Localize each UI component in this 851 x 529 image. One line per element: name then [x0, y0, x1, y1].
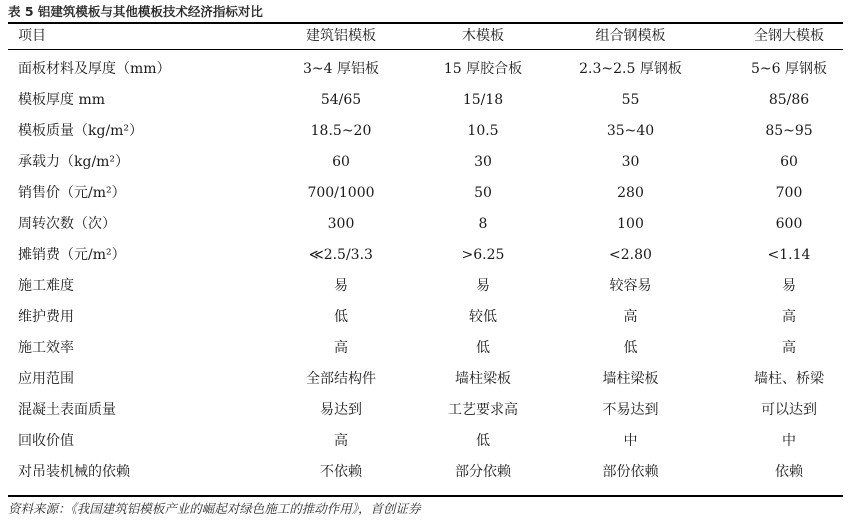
cell-wood: 15 厚胶合板: [443, 61, 523, 77]
cell-aluminum: 60: [332, 154, 350, 170]
header-item: 项目: [18, 28, 46, 44]
cell-aluminum: 易达到: [320, 402, 362, 418]
cell-full-steel: 高: [782, 340, 796, 356]
cell-wood: 50: [474, 185, 492, 201]
cell-aluminum: 低: [334, 309, 348, 325]
table-row: [8, 271, 851, 302]
cell-combined-steel: 中: [623, 433, 638, 449]
cell-wood: 10.5: [467, 123, 499, 139]
cell-aluminum: 54/65: [320, 92, 362, 108]
cell-wood: 低: [476, 340, 490, 356]
cell-combined-steel: 高: [623, 309, 638, 325]
cell-wood: 较低: [469, 309, 497, 325]
cell-full-steel: <1.14: [767, 247, 811, 263]
cell-full-steel: 中: [782, 433, 796, 449]
row-label: 摊销费（元/m²）: [18, 247, 126, 263]
cell-full-steel: 依赖: [775, 464, 803, 480]
cell-aluminum: 不依赖: [320, 464, 362, 480]
table-title: 表 5 铝建筑模板与其他模板技术经济指标对比: [8, 4, 263, 19]
row-label: 施工效率: [18, 340, 74, 356]
header-combined-steel: 组合钢模板: [595, 28, 666, 44]
cell-wood: 低: [476, 433, 490, 449]
cell-aluminum: 18.5~20: [310, 123, 372, 139]
table-row: [8, 333, 851, 364]
cell-wood: 15/18: [462, 92, 504, 108]
cell-full-steel: 墙柱、桥梁: [754, 371, 824, 387]
cell-combined-steel: 低: [623, 340, 638, 356]
cell-combined-steel: 30: [621, 154, 640, 170]
table-row: [8, 426, 851, 457]
table-row: [8, 116, 851, 147]
table-row: [8, 147, 851, 178]
row-label: 模板厚度 mm: [18, 92, 106, 108]
bottom-rule: [8, 495, 843, 497]
cell-combined-steel: 55: [621, 92, 640, 108]
table-row: [8, 457, 851, 488]
table-body: [8, 49, 851, 488]
cell-full-steel: 85~95: [765, 123, 813, 139]
source-note: 资料来源：《我国建筑铝模板产业的崛起对绿色施工的推动作用》，首创证券: [8, 501, 421, 516]
table-row: [8, 302, 851, 333]
cell-full-steel: 5~6 厚钢板: [751, 61, 827, 77]
row-label: 周转次数（次）: [18, 216, 116, 232]
row-label: 对吊装机械的依赖: [18, 464, 130, 480]
cell-full-steel: 700: [775, 185, 803, 201]
table-row: [8, 209, 851, 240]
cell-combined-steel: 较容易: [609, 278, 652, 294]
header-full-steel: 全钢大模板: [754, 28, 824, 44]
row-label: 施工难度: [18, 278, 74, 294]
row-label: 面板材料及厚度（mm）: [18, 61, 171, 77]
header-wood: 木模板: [462, 28, 504, 44]
cell-combined-steel: 100: [617, 216, 644, 232]
cell-full-steel: 高: [782, 309, 796, 325]
table-row: [8, 240, 851, 271]
cell-combined-steel: 280: [617, 185, 644, 201]
row-label: 承载力（kg/m²）: [18, 154, 130, 170]
cell-wood: 工艺要求高: [448, 402, 518, 418]
cell-full-steel: 可以达到: [761, 402, 817, 418]
cell-wood: >6.25: [461, 247, 505, 263]
cell-combined-steel: 墙柱梁板: [602, 371, 659, 387]
row-label: 混凝土表面质量: [18, 402, 116, 418]
cell-full-steel: 易: [782, 278, 796, 294]
cell-aluminum: 高: [334, 433, 348, 449]
table-row: [8, 85, 851, 116]
row-label: 回收价值: [18, 433, 74, 449]
header-row: [8, 24, 851, 49]
cell-aluminum: 易: [334, 278, 348, 294]
cell-full-steel: 600: [775, 216, 803, 232]
cell-wood: 8: [478, 216, 488, 232]
table-row: [8, 49, 851, 85]
cell-wood: 30: [474, 154, 492, 170]
table-row: [8, 178, 851, 209]
cell-combined-steel: 部份依赖: [602, 464, 659, 480]
row-label: 销售价（元/m²）: [18, 185, 126, 201]
cell-aluminum: 全部结构件: [306, 371, 376, 387]
cell-wood: 易: [476, 278, 490, 294]
table-row: [8, 395, 851, 426]
cell-combined-steel: <2.80: [609, 247, 652, 263]
table-row: [8, 364, 851, 395]
header-aluminum: 建筑铝模板: [306, 28, 376, 44]
row-label: 应用范围: [18, 371, 74, 387]
comparison-table: [8, 24, 851, 488]
row-label: 模板质量（kg/m²）: [18, 123, 144, 139]
cell-wood: 部分依赖: [455, 464, 511, 480]
cell-full-steel: 85/86: [768, 92, 810, 108]
cell-aluminum: 高: [334, 340, 348, 356]
cell-aluminum: 300: [327, 216, 355, 232]
cell-aluminum: 700/1000: [307, 185, 375, 201]
cell-combined-steel: 35~40: [606, 123, 655, 139]
cell-combined-steel: 不易达到: [602, 402, 659, 418]
cell-full-steel: 60: [780, 154, 798, 170]
cell-combined-steel: 2.3~2.5 厚钢板: [579, 61, 682, 77]
cell-aluminum: 3~4 厚铝板: [303, 61, 379, 77]
row-label: 维护费用: [18, 309, 74, 325]
cell-aluminum: ≪2.5/3.3: [309, 247, 373, 263]
cell-wood: 墙柱梁板: [455, 371, 511, 387]
